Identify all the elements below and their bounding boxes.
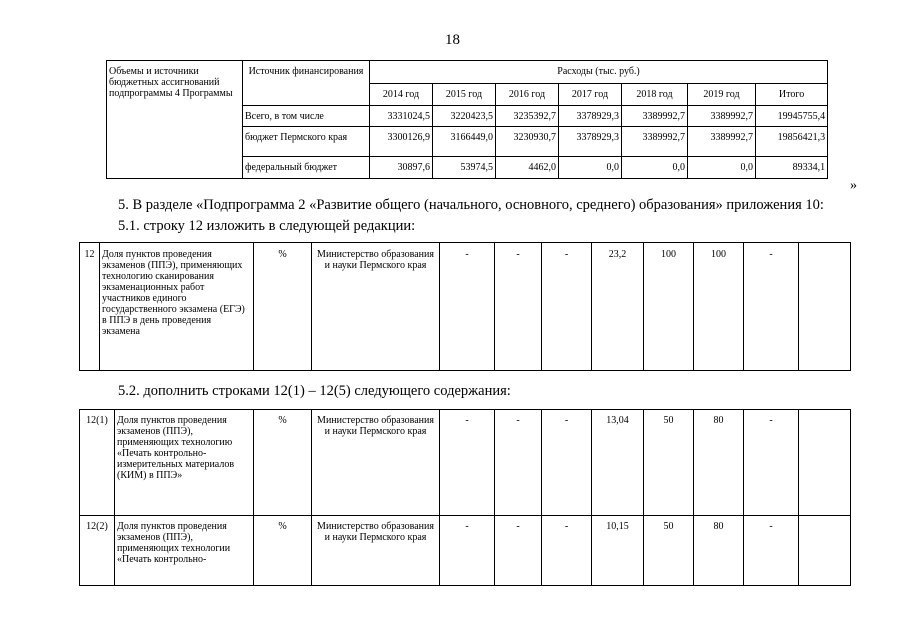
page-number: 18	[445, 32, 460, 48]
year-header: 2016 год	[496, 84, 559, 106]
row-number: 12	[80, 243, 100, 371]
value-cell: -	[744, 243, 799, 371]
value-cell: -	[542, 410, 592, 516]
value-cell: -	[440, 410, 495, 516]
closing-quote: »	[850, 178, 857, 193]
value-cell: 4462,0	[496, 157, 559, 179]
indicator-cell: Доля пунктов проведения экзаменов (ППЭ), применяющих технологии «Печать контрольно-	[115, 516, 254, 586]
value-cell: 50	[644, 516, 694, 586]
value-cell: 53974,5	[433, 157, 496, 179]
paragraph-5: 5. В разделе «Подпрограмма 2 «Развитие общего (начального, основного, среднего) образования» приложения 10:	[118, 197, 824, 213]
value-cell: 19945755,4	[756, 106, 828, 127]
value-cell: 100	[644, 243, 694, 371]
table-row	[80, 410, 851, 516]
value-cell: -	[744, 410, 799, 516]
budget-table-label: Объемы и источники бюджетных ассигнований подпрограммы 4 Программы	[107, 61, 243, 179]
executor-cell: Министерство образования и науки Пермского края	[312, 516, 440, 586]
rows-12-1-12-2-table	[79, 409, 851, 586]
value-cell: 0,0	[559, 157, 622, 179]
value-cell: 3331024,5	[370, 106, 433, 127]
table-row	[80, 516, 851, 586]
value-cell: 50	[644, 410, 694, 516]
budget-table	[106, 60, 828, 179]
value-cell: 0,0	[688, 157, 756, 179]
row-12-table	[79, 242, 851, 371]
value-cell: 3389992,7	[622, 127, 688, 157]
value-cell: 0,0	[622, 157, 688, 179]
total-header: Итого	[756, 84, 828, 106]
source-cell: бюджет Пермского края	[243, 127, 370, 157]
value-cell: 3389992,7	[688, 106, 756, 127]
row-number: 12(1)	[80, 410, 115, 516]
value-cell: 3378929,3	[559, 106, 622, 127]
empty-cell	[799, 516, 851, 586]
unit-cell: %	[254, 243, 312, 371]
value-cell: 30897,6	[370, 157, 433, 179]
value-cell: 80	[694, 516, 744, 586]
value-cell: 3230930,7	[496, 127, 559, 157]
value-cell: 10,15	[592, 516, 644, 586]
value-cell: -	[542, 243, 592, 371]
unit-cell: %	[254, 410, 312, 516]
year-header: 2019 год	[688, 84, 756, 106]
value-cell: -	[542, 516, 592, 586]
value-cell: 3300126,9	[370, 127, 433, 157]
value-cell: -	[495, 516, 542, 586]
indicator-cell: Доля пунктов проведения экзаменов (ППЭ), применяющих технологию сканирования экзаменационных работ участников единого государственного экзамена (ЕГЭ) в ППЭ в день проведения экзамена	[100, 243, 254, 371]
value-cell: 3389992,7	[622, 106, 688, 127]
value-cell: 100	[694, 243, 744, 371]
executor-cell: Министерство образования и науки Пермского края	[312, 243, 440, 371]
value-cell: -	[440, 516, 495, 586]
source-header: Источник финансирования	[243, 61, 370, 106]
year-header: 2015 год	[433, 84, 496, 106]
executor-cell: Министерство образования и науки Пермского края	[312, 410, 440, 516]
value-cell: 3235392,7	[496, 106, 559, 127]
unit-cell: %	[254, 516, 312, 586]
indicator-cell: Доля пунктов проведения экзаменов (ППЭ), применяющих технологию «Печать контрольно-измерительных материалов (КИМ) в ППЭ»	[115, 410, 254, 516]
year-header: 2018 год	[622, 84, 688, 106]
empty-cell	[799, 243, 851, 371]
value-cell: 3378929,3	[559, 127, 622, 157]
paragraph-5-1: 5.1. строку 12 изложить в следующей редакции:	[118, 218, 416, 234]
source-cell: федеральный бюджет	[243, 157, 370, 179]
value-cell: 80	[694, 410, 744, 516]
value-cell: 19856421,3	[756, 127, 828, 157]
value-cell: 23,2	[592, 243, 644, 371]
value-cell: 3220423,5	[433, 106, 496, 127]
expenses-header: Расходы (тыс. руб.)	[370, 61, 828, 84]
year-header: 2014 год	[370, 84, 433, 106]
table-row	[80, 243, 851, 371]
value-cell: 3166449,0	[433, 127, 496, 157]
value-cell: -	[744, 516, 799, 586]
source-cell: Всего, в том числе	[243, 106, 370, 127]
year-header: 2017 год	[559, 84, 622, 106]
empty-cell	[799, 410, 851, 516]
value-cell: -	[495, 410, 542, 516]
value-cell: 89334,1	[756, 157, 828, 179]
paragraph-5-2: 5.2. дополнить строками 12(1) – 12(5) следующего содержания:	[118, 383, 511, 399]
value-cell: -	[495, 243, 542, 371]
value-cell: -	[440, 243, 495, 371]
row-number: 12(2)	[80, 516, 115, 586]
value-cell: 3389992,7	[688, 127, 756, 157]
value-cell: 13,04	[592, 410, 644, 516]
